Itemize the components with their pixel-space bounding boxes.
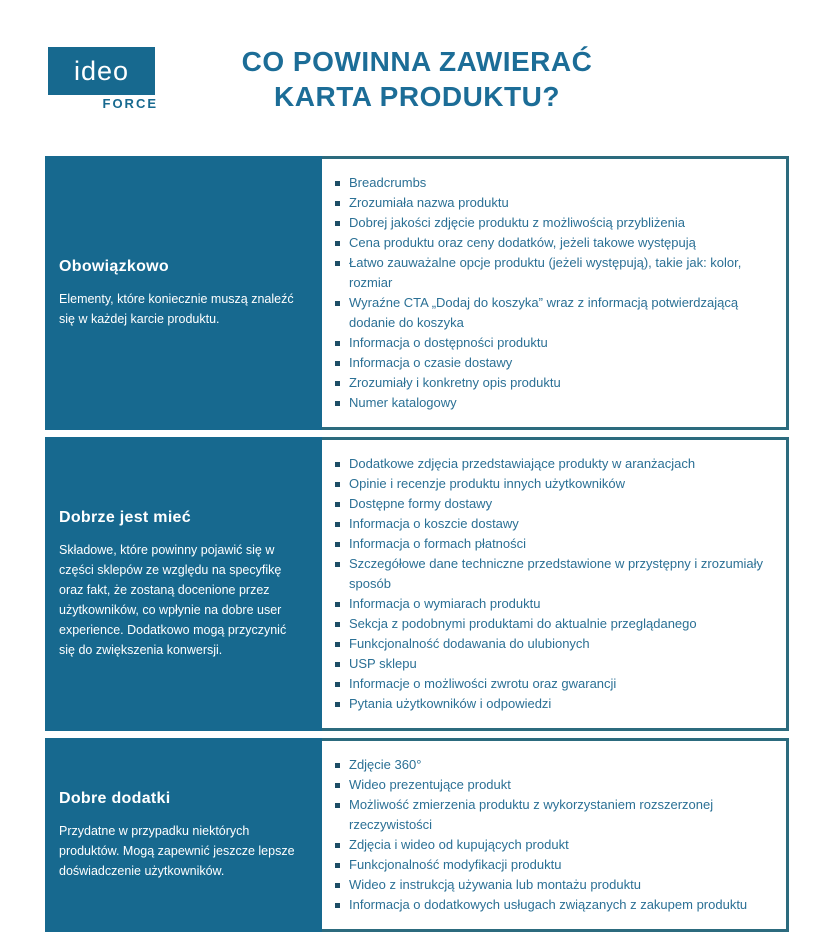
list-item — [334, 193, 768, 213]
list-item — [334, 474, 768, 494]
list-item — [334, 514, 768, 534]
square-bullet-icon — [335, 341, 340, 346]
list-item — [334, 173, 768, 193]
list-item — [334, 454, 768, 474]
square-bullet-icon — [335, 662, 340, 667]
square-bullet-icon — [335, 562, 340, 567]
square-bullet-icon — [335, 301, 340, 306]
list-item — [334, 554, 768, 594]
list-item-text: Dodatkowe zdjęcia przedstawiające produkty w aranżacjach — [349, 456, 696, 471]
list-item-text: Wideo prezentujące produkt — [349, 777, 511, 792]
list-item — [334, 634, 768, 654]
square-bullet-icon — [335, 863, 340, 868]
list-item — [334, 775, 768, 795]
list-item — [334, 534, 768, 554]
list-item-text: Informacja o dostępności produktu — [349, 335, 548, 350]
list-item — [334, 855, 768, 875]
page-header — [0, 0, 834, 152]
square-bullet-icon — [335, 181, 340, 186]
section-list-box — [322, 156, 789, 430]
list-item-text: Opinie i recenzje produktu innych użytkowników — [349, 476, 626, 491]
list-item — [334, 835, 768, 855]
section-description: Składowe, które powinny pojawić się w części sklepów ze względu na specyfikę oraz fakt, że zostaną docenione przez użytkowników, co wpłynie na dobre user experience. Dodatkowo mogą przyczynić się do zwiększenia konwersji. — [59, 542, 287, 657]
square-bullet-icon — [335, 221, 340, 226]
list-item-text: Informacja o koszcie dostawy — [349, 516, 519, 531]
square-bullet-icon — [335, 803, 340, 808]
list-item-text: Numer katalogowy — [349, 395, 457, 410]
section-panel — [45, 738, 322, 932]
section-panel — [45, 437, 322, 731]
section-items — [334, 173, 768, 413]
square-bullet-icon — [335, 482, 340, 487]
list-item-text: Zdjęcia i wideo od kupujących produkt — [349, 837, 569, 852]
list-item-text: Funkcjonalność modyfikacji produktu — [349, 857, 562, 872]
section-heading: Obowiązkowo — [59, 257, 169, 275]
list-item-text: Informacje o możliwości zwrotu oraz gwarancji — [349, 676, 617, 691]
square-bullet-icon — [335, 763, 340, 768]
section-row — [45, 437, 789, 731]
logo-box — [48, 47, 155, 95]
square-bullet-icon — [335, 261, 340, 266]
square-bullet-icon — [335, 401, 340, 406]
section-items — [334, 755, 768, 915]
square-bullet-icon — [335, 642, 340, 647]
list-item-text: Sekcja z podobnymi produktami do aktualnie przeglądanego — [349, 616, 697, 631]
list-item-text: Funkcjonalność dodawania do ulubionych — [349, 636, 590, 651]
list-item — [334, 755, 768, 775]
list-item — [334, 654, 768, 674]
section-row — [45, 738, 789, 932]
square-bullet-icon — [335, 843, 340, 848]
list-item — [334, 373, 768, 393]
list-item — [334, 393, 768, 413]
list-item-text: Breadcrumbs — [349, 175, 427, 190]
list-item — [334, 594, 768, 614]
section-list-box — [322, 738, 789, 932]
page-title-line2: KARTA PRODUKTU? — [274, 81, 560, 112]
list-item-text: Informacja o wymiarach produktu — [349, 596, 541, 611]
list-item-text: USP sklepu — [349, 656, 417, 671]
list-item — [334, 293, 768, 333]
list-item — [334, 895, 768, 915]
list-item — [334, 253, 768, 293]
list-item-text: Możliwość zmierzenia produktu z wykorzystaniem rozszerzonej rzeczywistości — [349, 797, 714, 832]
list-item-text: Pytania użytkowników i odpowiedzi — [349, 696, 552, 711]
list-item-text: Dostępne formy dostawy — [349, 496, 493, 511]
square-bullet-icon — [335, 542, 340, 547]
list-item — [334, 674, 768, 694]
section-items — [334, 454, 768, 714]
list-item-text: Łatwo zauważalne opcje produktu (jeżeli występują), takie jak: kolor, rozmiar — [349, 255, 742, 290]
list-item-text: Wyraźne CTA „Dodaj do koszyka” wraz z informacją potwierdzającą dodanie do koszyka — [349, 295, 739, 330]
square-bullet-icon — [335, 241, 340, 246]
list-item — [334, 694, 768, 714]
list-item-text: Dobrej jakości zdjęcie produktu z możliwością przybliżenia — [349, 215, 685, 230]
list-item-text: Cena produktu oraz ceny dodatków, jeżeli takowe występują — [349, 235, 696, 250]
page-title-line1: CO POWINNA ZAWIERAĆ — [241, 46, 593, 77]
square-bullet-icon — [335, 783, 340, 788]
square-bullet-icon — [335, 622, 340, 627]
list-item — [334, 875, 768, 895]
section-description: Przydatne w przypadku niektórych produktów. Mogą zapewnić jeszcze lepsze doświadczenie użytkowników. — [59, 823, 295, 878]
list-item — [334, 353, 768, 373]
list-item-text: Informacja o dodatkowych usługach związanych z zakupem produktu — [349, 897, 748, 912]
list-item-text: Informacja o czasie dostawy — [349, 355, 513, 370]
square-bullet-icon — [335, 462, 340, 467]
ideo-force-logo — [48, 47, 158, 111]
square-bullet-icon — [335, 903, 340, 908]
section-description: Elementy, które koniecznie muszą znaleźć się w każdej karcie produktu. — [59, 291, 294, 326]
square-bullet-icon — [335, 201, 340, 206]
square-bullet-icon — [335, 682, 340, 687]
sections-container — [45, 156, 789, 932]
logo-force-label: FORCE — [102, 96, 158, 111]
list-item-text: Szczegółowe dane techniczne przedstawione w przystępny i zrozumiały sposób — [349, 556, 764, 591]
list-item — [334, 333, 768, 353]
section-heading: Dobre dodatki — [59, 789, 171, 807]
section-panel — [45, 156, 322, 430]
section-list-box — [322, 437, 789, 731]
list-item-text: Informacja o formach płatności — [349, 536, 527, 551]
list-item-text: Zrozumiały i konkretny opis produktu — [349, 375, 561, 390]
section-row — [45, 156, 789, 430]
square-bullet-icon — [335, 502, 340, 507]
list-item-text: Zrozumiała nazwa produktu — [349, 195, 509, 210]
list-item — [334, 494, 768, 514]
square-bullet-icon — [335, 602, 340, 607]
list-item-text: Zdjęcie 360° — [349, 757, 422, 772]
list-item-text: Wideo z instrukcją używania lub montażu produktu — [349, 877, 641, 892]
list-item — [334, 233, 768, 253]
section-heading: Dobrze jest mieć — [59, 508, 191, 526]
logo-wordmark: ideo — [73, 55, 130, 86]
square-bullet-icon — [335, 702, 340, 707]
list-item — [334, 213, 768, 233]
square-bullet-icon — [335, 522, 340, 527]
list-item — [334, 795, 768, 835]
list-item — [334, 614, 768, 634]
square-bullet-icon — [335, 381, 340, 386]
square-bullet-icon — [335, 883, 340, 888]
square-bullet-icon — [335, 361, 340, 366]
